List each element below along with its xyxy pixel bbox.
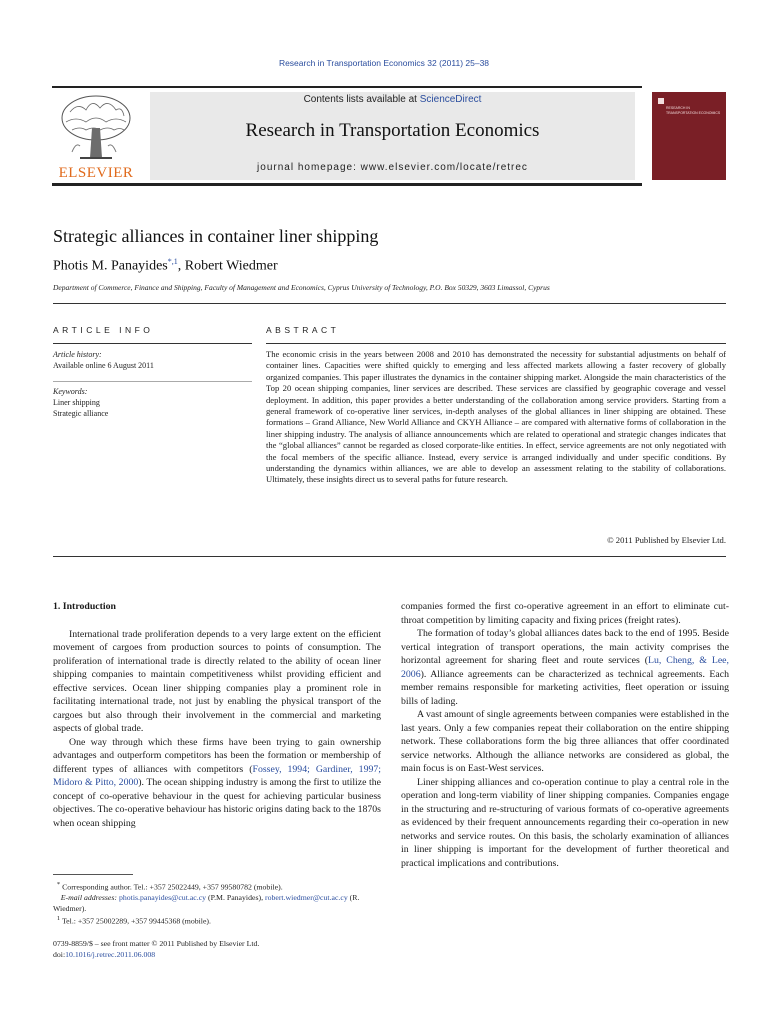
article-info-heading: ARTICLE INFO xyxy=(53,325,154,335)
elsevier-wordmark: ELSEVIER xyxy=(58,165,134,181)
journal-reference-link[interactable]: Research in Transportation Economics 32 (2011) 25–38 xyxy=(278,58,490,68)
journal-homepage[interactable]: journal homepage: www.elsevier.com/locate/retrec xyxy=(257,162,528,173)
elsevier-tree-icon xyxy=(50,92,142,164)
keyword-item: Strategic alliance xyxy=(53,409,109,418)
paragraph: Liner shipping alliances and co-operation continue to play a central role in the operation and long-term viability of liner shipping companies. Companies engage in the structuring and re-structuring of various formats of co-operative agreements as evidenced by their frequent announcements regarding their co-operation in new networks and service routes. On this basis, the scholarly examination of alliances in liner shipping is important for the development of further theoretical and practical implications and contributions. xyxy=(401,776,729,869)
doi-link[interactable]: 10.1016/j.retrec.2011.06.008 xyxy=(65,950,156,959)
paragraph: One way through which these firms have been trying to gain ownership advantages and outperform competitors has been the formation or membership of different types of alliances with competitors (Fossey, 1994; Gardiner, 1997; Midoro & Pitto, 2000). The ocean shipping industry is among the first to utilize the concept of co-operative behaviour in the quest for achieving particular business objectives. The co-operative behaviour has historic origins dating back to the 1870s when ocean shipping xyxy=(53,736,382,829)
history-value: Available online 6 August 2011 xyxy=(53,361,154,370)
header-bottom-rule xyxy=(52,183,642,186)
abstract-text: The economic crisis in the years between 2008 and 2010 has demonstrated the necessity for substantial adjustments on behalf of container lines. Capacities were shifted quickly to emerging and less affected markets allowing a faster recovery of globally organized companies. This paper illustrates the dynamics in the container shipping market. Alongside the main characteristics of the Top 20 ocean shipping companies, liner services are described. These services are classified by geographic coverage and vessel deployment. In addition, this paper provides a better understanding of the collaboration among service providers. Starting from a general framework of co-operative liner services, in-depth analyses of the global alliances in liner shipping are obtained. These formations – Grand Alliance, New World Alliance and CKYH Alliance – are compared with alternative forms of collaboration in the liner shipping industry. The analysis of alliance announcements which are related to operational and strategic changes indicates that the “global alliances” cannot be regarded as closed corporate-like entities. In effect, service agreements are not only negotiated with the focal members of the specific alliance. Instead, every service is arranged individually and under specific conditions. By understanding the dynamics within alliances, we are able to develop an assessment relating to the stability of collaborations. Ultimately, these insights direct us to several paths for future research. xyxy=(266,349,726,485)
keywords-rule xyxy=(53,381,252,382)
footnote-mark: * xyxy=(56,881,61,888)
abstract-copyright: © 2011 Published by Elsevier Ltd. xyxy=(607,535,726,545)
paragraph: International trade proliferation depends to a very large extent on the efficient movement of cargoes from production sources to points of consumption. The proliferation of international trade is directly related to the ability of ocean liner shipping companies to maintain competitiveness whilst providing efficient and effective services. Ocean liner shipping companies play a prominent role in facilitating international trade, not just by enabling the physical transport of the cargoes but also through their involvement in the commercial and marketing aspects of global trade. xyxy=(53,628,381,734)
journal-title: Research in Transportation Economics xyxy=(245,120,540,141)
paragraph: A vast amount of single agreements between companies were established in the last years. Only a few companies repeat their collaboration on the entire shipping network. These collaborations form the big three alliances that offer coordinated service networks. Although the alliance networks are considered as global, the main focus is on East-West services. xyxy=(401,709,729,774)
citation-link[interactable]: Fossey, 1994; Gardiner, 1997; Midoro & Pitto, 2000 xyxy=(53,763,381,788)
keyword-item: Liner shipping xyxy=(53,398,100,407)
cover-mark-icon xyxy=(658,98,664,104)
article-history xyxy=(53,349,252,371)
article-info-rule xyxy=(53,343,252,344)
article-authors xyxy=(53,257,278,275)
contents-line: Contents lists available at ScienceDirect xyxy=(303,94,482,105)
body-right-column xyxy=(401,600,729,870)
email-link[interactable]: photis.panayides@cut.ac.cy xyxy=(118,893,207,903)
elsevier-logo xyxy=(50,92,142,184)
footnote-mark: 1 xyxy=(56,915,61,923)
abstract-heading: ABSTRACT xyxy=(266,325,340,335)
issn-line: 0739-8859/$ – see front matter © 2011 Published by Elsevier Ltd. xyxy=(53,939,260,948)
title-rule xyxy=(53,303,726,304)
journal-banner xyxy=(150,92,635,180)
abstract-rule xyxy=(266,343,726,344)
header-top-rule xyxy=(52,86,642,88)
footnote-rule xyxy=(53,874,133,875)
article-title: Strategic alliances in container liner shipping xyxy=(53,226,379,246)
author-affiliation: Department of Commerce, Finance and Shipping, Faculty of Management and Economics, Cyprus University of Technology, P.O. Box 50329, 3603 Limassol, Cyprus xyxy=(53,283,550,292)
abstract-bottom-rule xyxy=(53,556,726,557)
footnote-2: $^1$ Tel.: +357 25002289, +357 99445368 (mobile). xyxy=(56,915,211,926)
paragraph: The formation of today’s global alliances dates back to the end of 1995. Beside vertical integration of transport operations, the main activity comprises the horizontal agreement for sharing fleet and route services (Lu, Cheng, & Lee, 2006). Alliance agreements can be characterized as technical agreements. Each member remains responsible for marketing activities, fleet operation or issuing bills of lading. xyxy=(401,628,729,707)
footnote-1: * Corresponding author. Tel.: +357 25022449, +357 99580782 (mobile). xyxy=(56,881,283,892)
author-separator: , xyxy=(177,258,185,274)
author-1: Photis M. Panayides xyxy=(53,258,168,274)
doi-line: doi:10.1016/j.retrec.2011.06.008 xyxy=(53,950,156,959)
keywords-label: Keywords: xyxy=(53,387,88,396)
email-link[interactable]: robert.wiedmer@cut.ac.cy xyxy=(264,893,348,903)
footnote-emails: E-mail addresses: photis.panayides@cut.ac.cy (P.M. Panayides), robert.wiedmer@cut.ac.cy (R. Wiedmer). xyxy=(53,893,360,913)
sciencedirect-link[interactable]: ScienceDirect xyxy=(419,94,482,105)
section-heading: 1. Introduction xyxy=(53,601,116,612)
author-1-footnote-marks[interactable]: *,1 xyxy=(167,257,178,266)
journal-cover-thumbnail xyxy=(652,92,726,180)
paragraph: companies formed the first co-operative agreement in an effort to eliminate cut-throat competition by limiting capacity and fixing prices (freight rates). xyxy=(401,601,729,626)
keywords-block xyxy=(53,386,252,419)
cover-title: RESEARCH IN TRANSPORTATION ECONOMICS xyxy=(666,106,721,115)
body-left-column xyxy=(53,600,381,830)
footnotes xyxy=(53,880,381,927)
author-2: Robert Wiedmer xyxy=(184,258,278,274)
page-footer xyxy=(53,938,393,960)
history-label: Article history: xyxy=(53,350,102,359)
citation-link[interactable]: Lu, Cheng, & Lee, 2006 xyxy=(401,655,729,680)
